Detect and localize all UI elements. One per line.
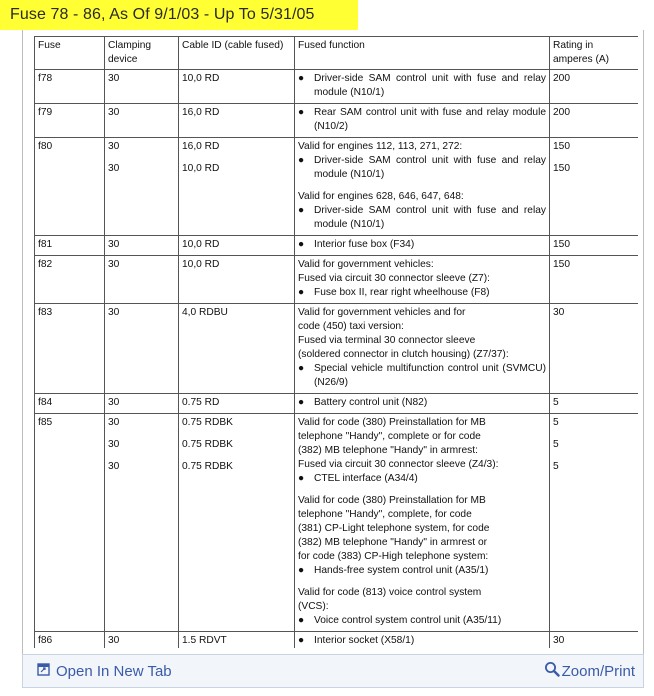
fused-function-block <box>298 106 546 134</box>
rating-cell <box>550 236 639 256</box>
bullet-icon: ● <box>298 473 305 484</box>
bullet-icon: ● <box>298 239 305 250</box>
bullet-text: Battery control unit (N82) <box>314 397 428 408</box>
function-bullet-item <box>298 238 546 252</box>
rating-value: 5 <box>553 397 559 408</box>
open-new-tab-icon <box>37 663 50 680</box>
function-note: Valid for engines 628, 646, 647, 648: <box>298 191 464 202</box>
function-bullet-item <box>298 634 546 648</box>
bullet-text: Driver-side SAM control unit with fuse and relay module (N10/1) <box>314 205 546 230</box>
rating-value: 5 <box>553 417 559 428</box>
cable-id-value: 16,0 RD <box>182 141 220 152</box>
clamping-device-value: 30 <box>108 397 120 408</box>
bullet-text: Rear SAM control unit with fuse and relay module (N10/2) <box>314 107 546 132</box>
bullet-text: Voice control system control unit (A35/11) <box>314 615 502 626</box>
header-clamping-device: Clamping device <box>105 37 179 70</box>
function-note: Valid for code (813) voice control system <box>298 587 482 598</box>
table-row <box>35 104 639 138</box>
cable-id-value: 16,0 RD <box>182 107 220 118</box>
function-note: (382) MB telephone "Handy" in armrest: <box>298 445 478 456</box>
open-in-new-tab-link[interactable] <box>37 663 172 680</box>
table-row <box>35 236 639 256</box>
rating-value: 150 <box>553 239 570 250</box>
function-bullet-item <box>298 204 546 232</box>
fuse-table-image <box>34 36 638 648</box>
function-note: Valid for engines 112, 113, 271, 272: <box>298 141 463 152</box>
table-row <box>35 70 639 104</box>
cable-id-value: 4,0 RDBU <box>182 307 228 318</box>
clamping-device-cell <box>105 256 179 304</box>
rating-cell <box>550 394 639 414</box>
fuse-id-cell: f79 <box>35 104 105 138</box>
bullet-icon: ● <box>298 363 305 374</box>
rating-value: 5 <box>553 461 559 472</box>
table-row <box>35 632 639 649</box>
cable-id-cell <box>179 414 295 632</box>
rating-value: 150 <box>553 141 570 152</box>
table-row <box>35 256 639 304</box>
rating-value: 30 <box>553 635 565 646</box>
cable-id-value: 10,0 RD <box>182 73 220 84</box>
function-bullet-item <box>298 362 546 390</box>
fused-function-cell <box>295 304 550 394</box>
clamping-device-value: 30 <box>108 259 120 270</box>
footer-bar <box>22 654 644 688</box>
function-note: (VCS): <box>298 601 329 612</box>
cable-id-value: 0.75 RD <box>182 397 220 408</box>
function-note: Fused via circuit 30 connector sleeve (Z7): <box>298 273 490 284</box>
fused-function-cell <box>295 138 550 236</box>
rating-cell <box>550 104 639 138</box>
clamping-device-value: 30 <box>108 141 120 152</box>
cable-id-cell <box>179 70 295 104</box>
function-note: for code (383) CP-High telephone system: <box>298 551 489 562</box>
table-body <box>35 70 639 649</box>
fused-function-cell <box>295 236 550 256</box>
function-note: telephone "Handy", complete or for code <box>298 431 481 442</box>
header-rating: Rating in amperes (A) <box>550 37 639 70</box>
fuse-id-cell: f86 <box>35 632 105 649</box>
clamping-device-cell <box>105 70 179 104</box>
clamping-device-value: 30 <box>108 439 120 450</box>
rating-value: 200 <box>553 73 570 84</box>
bullet-text: Driver-side SAM control unit with fuse and relay module (N10/1) <box>314 73 546 98</box>
clamping-device-cell <box>105 138 179 236</box>
fuse-id-cell: f82 <box>35 256 105 304</box>
rating-cell <box>550 138 639 236</box>
bullet-icon: ● <box>298 155 305 166</box>
function-note: telephone "Handy", complete, for code <box>298 509 472 520</box>
fuse-id-cell: f81 <box>35 236 105 256</box>
function-note: (382) MB telephone "Handy" in armrest or <box>298 537 487 548</box>
bullet-icon: ● <box>298 107 305 118</box>
clamping-device-value: 30 <box>108 417 120 428</box>
fuse-id-cell: f85 <box>35 414 105 632</box>
rating-cell <box>550 256 639 304</box>
zoom-print-link[interactable] <box>544 661 635 681</box>
fused-function-block <box>298 306 546 390</box>
function-note: Valid for government vehicles and for <box>298 307 466 318</box>
cable-id-value: 0.75 RDBK <box>182 461 233 472</box>
fused-function-cell <box>295 256 550 304</box>
fused-function-block <box>298 190 546 232</box>
function-note: (soldered connector in clutch housing) (Z7/37): <box>298 349 509 360</box>
zoom-print-label: Zoom/Print <box>561 662 635 680</box>
function-note: (381) CP-Light telephone system, for code <box>298 523 490 534</box>
fuse-table <box>34 36 638 648</box>
fused-function-block <box>298 586 546 628</box>
header-fused-function: Fused function <box>295 37 550 70</box>
clamping-device-value: 30 <box>108 461 120 472</box>
function-note: Valid for code (380) Preinstallation for MB <box>298 495 486 506</box>
bullet-icon: ● <box>298 615 305 626</box>
rating-cell <box>550 304 639 394</box>
rating-cell <box>550 632 639 649</box>
fused-function-block <box>298 258 546 300</box>
function-bullet-item <box>298 286 546 300</box>
fused-function-block <box>298 494 546 578</box>
fuse-id-cell: f84 <box>35 394 105 414</box>
cable-id-cell <box>179 138 295 236</box>
rating-cell <box>550 414 639 632</box>
clamping-device-cell <box>105 104 179 138</box>
bullet-icon: ● <box>298 397 305 408</box>
fused-function-block <box>298 396 546 410</box>
function-bullet-item <box>298 396 546 410</box>
rating-value: 150 <box>553 259 570 270</box>
table-row <box>35 304 639 394</box>
clamping-device-value: 30 <box>108 239 120 250</box>
fused-function-cell <box>295 632 550 649</box>
header-fuse: Fuse <box>35 37 105 70</box>
cable-id-cell <box>179 236 295 256</box>
cable-id-cell <box>179 632 295 649</box>
cable-id-value: 0.75 RDBK <box>182 417 233 428</box>
open-in-new-tab-label: Open In New Tab <box>56 663 172 680</box>
table-row <box>35 138 639 236</box>
rating-cell <box>550 70 639 104</box>
cable-id-cell <box>179 394 295 414</box>
rating-value: 200 <box>553 107 570 118</box>
cable-id-value: 10,0 RD <box>182 163 220 174</box>
function-note: code (450) taxi version: <box>298 321 404 332</box>
cable-id-value: 10,0 RD <box>182 259 220 270</box>
fuse-id-cell: f83 <box>35 304 105 394</box>
clamping-device-value: 30 <box>108 307 120 318</box>
cable-id-cell <box>179 104 295 138</box>
clamping-device-value: 30 <box>108 73 120 84</box>
clamping-device-cell <box>105 394 179 414</box>
fused-function-cell <box>295 104 550 138</box>
function-bullet-item <box>298 154 546 182</box>
cable-id-cell <box>179 256 295 304</box>
bullet-text: Driver-side SAM control unit with fuse and relay module (N10/1) <box>314 155 546 180</box>
table-header-row <box>35 37 639 70</box>
fuse-id-cell: f80 <box>35 138 105 236</box>
table-row <box>35 414 639 632</box>
fused-function-cell <box>295 70 550 104</box>
cable-id-value: 10,0 RD <box>182 239 220 250</box>
magnifier-icon <box>544 661 560 681</box>
function-note: Fused via terminal 30 connector sleeve <box>298 335 476 346</box>
bullet-text: Interior socket (X58/1) <box>314 635 415 646</box>
clamping-device-value: 30 <box>108 163 120 174</box>
fused-function-block <box>298 140 546 182</box>
fuse-id-cell: f78 <box>35 70 105 104</box>
fused-function-cell <box>295 414 550 632</box>
function-note: Fused via circuit 30 connector sleeve (Z4/3): <box>298 459 499 470</box>
bullet-icon: ● <box>298 287 305 298</box>
clamping-device-cell <box>105 632 179 649</box>
function-bullet-item <box>298 564 546 578</box>
function-bullet-item <box>298 72 546 100</box>
cable-id-value: 1.5 RDVT <box>182 635 227 646</box>
bullet-text: Special vehicle multifunction control unit (SVMCU) (N26/9) <box>314 363 546 388</box>
table-row <box>35 394 639 414</box>
function-bullet-item <box>298 472 546 486</box>
bullet-icon: ● <box>298 635 305 646</box>
rating-value: 30 <box>553 307 565 318</box>
function-note: Valid for code (380) Preinstallation for MB <box>298 417 486 428</box>
clamping-device-value: 30 <box>108 635 120 646</box>
bullet-icon: ● <box>298 205 305 216</box>
bullet-text: Hands-free system control unit (A35/1) <box>314 565 489 576</box>
header-cable-id: Cable ID (cable fused) <box>179 37 295 70</box>
clamping-device-cell <box>105 414 179 632</box>
page-title: Fuse 78 - 86, As Of 9/1/03 - Up To 5/31/05 <box>0 0 358 30</box>
cable-id-cell <box>179 304 295 394</box>
rating-value: 150 <box>553 163 570 174</box>
function-note: Valid for government vehicles: <box>298 259 434 270</box>
function-bullet-item <box>298 106 546 134</box>
function-bullet-item <box>298 614 546 628</box>
bullet-text: Interior fuse box (F34) <box>314 239 415 250</box>
bullet-text: CTEL interface (A34/4) <box>314 473 418 484</box>
rating-value: 5 <box>553 439 559 450</box>
bullet-icon: ● <box>298 73 305 84</box>
fused-function-cell <box>295 394 550 414</box>
fused-function-block <box>298 72 546 100</box>
fused-function-block <box>298 416 546 486</box>
fused-function-block <box>298 238 546 252</box>
fused-function-block <box>298 634 546 648</box>
bullet-icon: ● <box>298 565 305 576</box>
clamping-device-cell <box>105 304 179 394</box>
bullet-text: Fuse box II, rear right wheelhouse (F8) <box>314 287 490 298</box>
clamping-device-value: 30 <box>108 107 120 118</box>
clamping-device-cell <box>105 236 179 256</box>
cable-id-value: 0.75 RDBK <box>182 439 233 450</box>
